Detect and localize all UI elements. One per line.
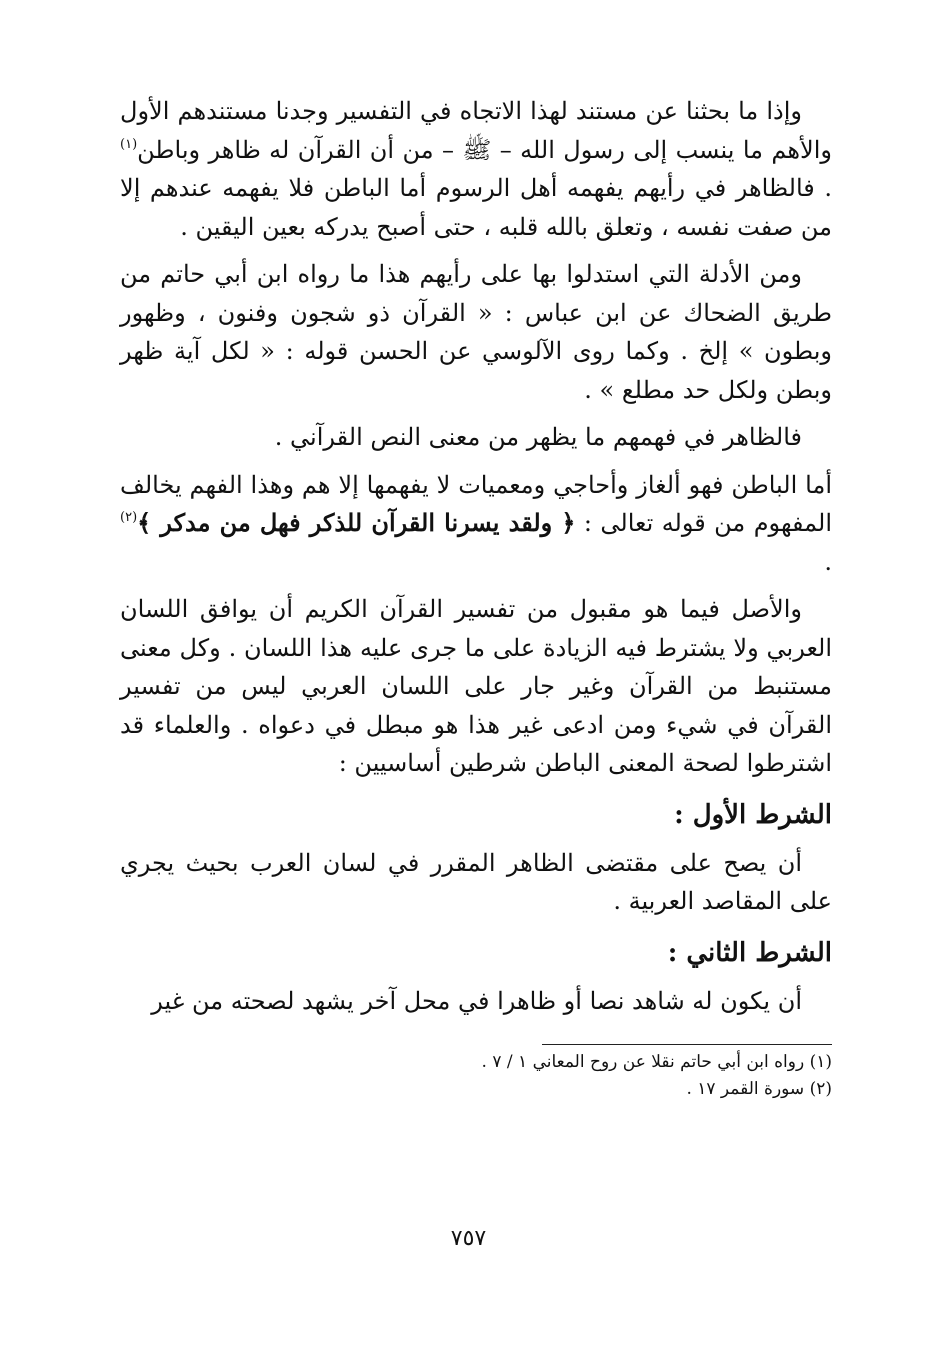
footnote-ref-1[interactable]: (١) [120,136,138,152]
paragraph-6: أن يصح على مقتضى الظاهر المقرر في لسان العرب بحيث يجري على المقاصد العربية . [120,848,832,915]
quran-verse: ﴿ ولقد يسرنا القرآن للذكر فهل من مدكر ﴾ [137,508,576,537]
footnote-ref-2[interactable]: (٢) [120,510,138,525]
heading-second-condition: الشرط الثاني : [667,937,832,968]
paragraph-5: والأصل فيما هو مقبول من تفسير القرآن الكريم أن يوافق اللسان العربي ولا يشترط فيه الزيادة على ما جرى عليه هذا اللسان . وكل معنى مستنبط من القرآن وغير جار على اللسان العربي ليس من تفسير القرآن في شيء ومن ادعى غير هذا هو مبطل في دعواه . والعلماء قد اشترطوا لصحة المعنى الباطن شرطين أساسيين : [120,595,832,777]
paragraph-1: وإذا ما بحثنا عن مستند لهذا الاتجاه في التفسير وجدنا مستندهم الأول والأهم ما ينسب إلى رسول الله – ﷺ – من أن القرآن له ظاهر وباطن$^{(١)}$ . فالظاهر في رأيهم يفهمه أهل الرسوم أما الباطن فلا يفهمه عندهم إلا من صفت نفسه ، وتعلق بالله قلبه ، حتى أصبح يدركه بعين اليقين . [120,97,832,241]
paragraph-7: أن يكون له شاهد نصا أو ظاهرا في محل آخر يشهد لصحته من غير [151,986,802,1015]
paragraph-2: ومن الأدلة التي استدلوا بها على رأيهم هذا ما رواه ابن أبي حاتم من طريق الضحاك عن ابن عباس : « القرآن ذو شجون وفنون ، وظهور وبطون » إلخ . وكما روى الآلوسي عن الحسن قوله : « لكل آية ظهر وبطن ولكل حد مطلع » . [120,260,832,404]
paragraph-4: أما الباطن فهو ألغاز وأحاجي ومعميات لا يفهمها إلا هم وهذا الفهم يخالف المفهوم من قوله تعالى : ﴿ ولقد يسرنا القرآن للذكر فهل من مدكر ﴾$^{(٢)}$ . [120,470,833,576]
paragraph-3: فالظاهر في فهمهم ما يظهر من معنى النص القرآني . [274,423,802,451]
heading-first-condition: الشرط الأول : [674,799,832,830]
footnote-2: (٢) سورة القمر ١٧ . [686,1079,832,1099]
footnote-divider [542,1044,832,1045]
page-number: ٧٥٧ [450,1226,487,1251]
footnote-1: (١) رواه ابن أبي حاتم نقلا عن روح المعاني ١ / ٧ . [481,1052,832,1072]
page-body [120,92,832,1103]
